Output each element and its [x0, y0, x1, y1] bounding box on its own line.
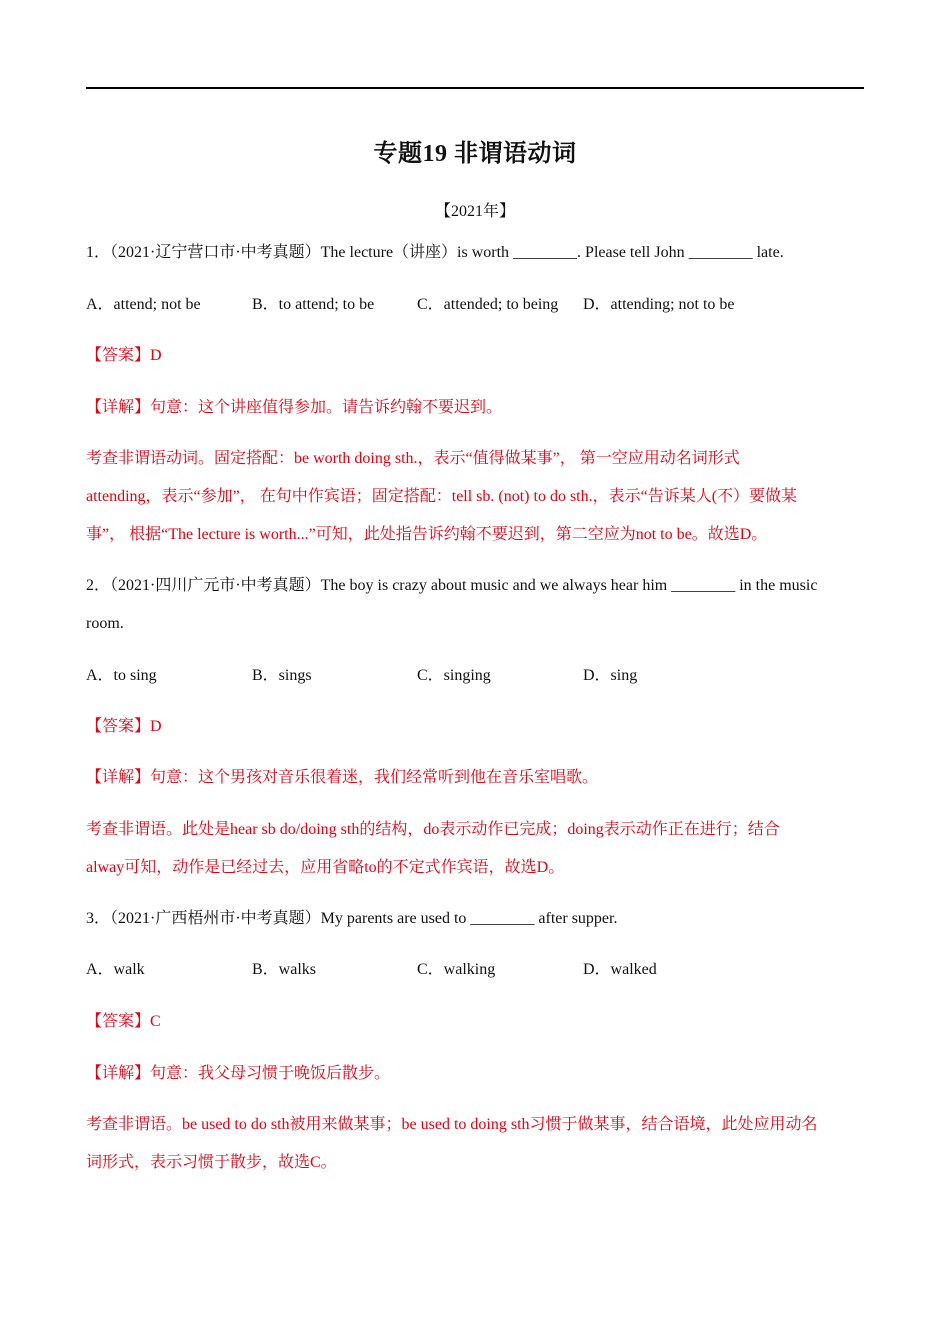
question-2-option-b: B．sings	[252, 667, 312, 684]
question-2-explanation-line-1: 考查非谓语。此处是hear sb do/doing sth的结构，do表示动作已完成；doing表示动作正在进行；结合	[86, 821, 780, 838]
question-2-explanation-line-2: alway可知，动作是已经过去，应用省略to的不定式作宾语，故选D。	[86, 859, 565, 876]
page-title: 专题19 非谓语动词	[373, 141, 577, 167]
question-1-option-b: B．to attend; to be	[252, 296, 375, 313]
question-3-explanation-line-1: 考查非谓语。be used to do sth被用来做某事；be used to doing sth习惯于做某事，结合语境，此处应用动名	[86, 1116, 818, 1133]
question-1-detail: 【详解】句意：这个讲座值得参加。请告诉约翰不要迟到。	[86, 399, 503, 416]
question-2-answer: 【答案】D	[86, 718, 162, 735]
question-1-stem: 1．（2021·辽宁营口市·中考真题）The lecture（讲座）is worth ________. Please tell John ________ late.	[86, 244, 784, 261]
section-year: 【2021年】	[434, 203, 515, 220]
question-2-stem: 2．（2021·四川广元市·中考真题）The boy is crazy about music and we always hear him ________ in the music	[86, 577, 818, 594]
question-3-option-a: A．walk	[86, 961, 145, 978]
question-3-explanation-line-2: 词形式，表示习惯于散步，故选C。	[86, 1154, 337, 1171]
question-1-option-d: D．attending; not to be	[583, 296, 735, 313]
question-1-option-a: A．attend; not be	[86, 296, 201, 313]
header-rule	[86, 87, 864, 89]
question-3-option-c: C．walking	[417, 961, 496, 978]
question-3-detail: 【详解】句意：我父母习惯于晚饭后散步。	[86, 1065, 391, 1082]
question-3-option-d: D．walked	[583, 961, 657, 978]
question-1-explanation-line-3: 事”， 根据“The lecture is worth...”可知，此处指告诉约翰不要迟到，第二空应为not to be。故选D。	[86, 526, 768, 543]
question-1-explanation-line-1: 考查非谓语动词。固定搭配：be worth doing sth.，表示“值得做某事”， 第一空应用动名词形式	[86, 450, 740, 467]
question-1-explanation-line-2: attending，表示“参加”， 在句中作宾语；固定搭配：tell sb. (not) to do sth.，表示“告诉某人(不）要做某	[86, 488, 798, 505]
question-3-option-b: B．walks	[252, 961, 317, 978]
question-2-option-d: D．sing	[583, 667, 638, 684]
question-2-option-a: A．to sing	[86, 667, 157, 684]
question-2-stem-continued: room.	[86, 615, 124, 632]
question-3-answer: 【答案】C	[86, 1013, 161, 1030]
question-1-option-c: C．attended; to being	[417, 296, 559, 313]
question-2-detail: 【详解】句意：这个男孩对音乐很着迷，我们经常听到他在音乐室唱歌。	[86, 769, 599, 786]
question-2-option-c: C．singing	[417, 667, 491, 684]
question-3-stem: 3．（2021·广西梧州市·中考真题）My parents are used to ________ after supper.	[86, 910, 618, 927]
question-1-answer: 【答案】D	[86, 347, 162, 364]
